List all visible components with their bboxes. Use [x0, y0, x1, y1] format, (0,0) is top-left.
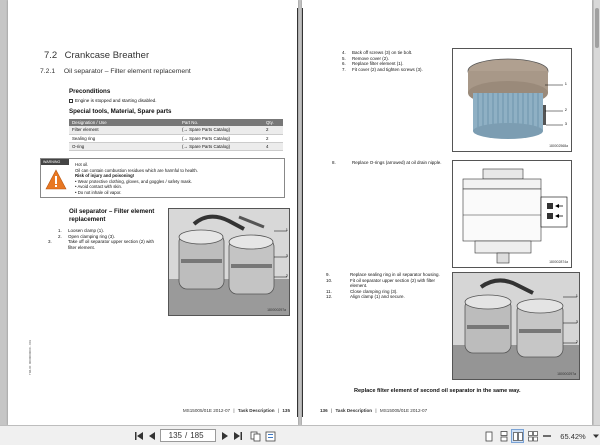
- continuous-page-icon: [499, 431, 509, 442]
- step-text: Align clamp (1) and secure.: [350, 294, 405, 300]
- checkbox-icon: [69, 99, 73, 103]
- warning-triangle-icon: [45, 169, 67, 191]
- figure-callout: 2: [575, 339, 578, 344]
- left-page: [8, 0, 298, 425]
- step-number: 9.: [326, 272, 330, 277]
- table-cell: (→ Spare Parts Catalog): [179, 134, 263, 142]
- figure-callout: 2: [564, 107, 567, 112]
- preconditions-heading: Preconditions: [69, 88, 111, 95]
- table-cell: Filter element: [69, 126, 179, 134]
- figure-id: 180002568a: [549, 144, 568, 148]
- total-pages: 185: [190, 431, 204, 440]
- table-row: [69, 142, 283, 150]
- step-text: Replace sealing ring in oil separator housing.: [350, 272, 440, 277]
- two-page-icon: [513, 431, 523, 442]
- precondition-text: Engine is stopped and starting disabled.: [75, 98, 157, 103]
- section-title: Crankcase Breather: [64, 50, 150, 61]
- oil-drain-nipple-drawing: [452, 160, 572, 268]
- filter-element-illustration: [453, 49, 572, 152]
- step-number: 7.: [342, 66, 346, 72]
- zoom-dropdown-button[interactable]: [592, 429, 600, 443]
- column-header: Part No.: [179, 119, 263, 126]
- figure-callout: 1: [575, 293, 578, 298]
- warning-line: • Do not inhale oil vapor.: [75, 189, 122, 195]
- next-page-icon: [220, 431, 230, 441]
- list-item: [326, 277, 448, 289]
- column-header: Qty.: [263, 119, 283, 126]
- zoom-out-icon: [542, 431, 552, 441]
- current-page-input[interactable]: 135: [168, 431, 182, 440]
- table-row: [69, 134, 283, 142]
- copy-icon: [250, 431, 261, 442]
- zoom-level[interactable]: 65.42%: [560, 431, 586, 441]
- page-border: [302, 8, 303, 417]
- figure-id: 180002874a: [549, 260, 568, 264]
- previous-page-button[interactable]: [146, 429, 158, 443]
- footer-doc-number: MS15005/01E 2012-07: [379, 408, 428, 413]
- page-layout-icon: [265, 431, 276, 442]
- two-page-continuous-view-button[interactable]: [526, 429, 539, 443]
- step-number: 8.: [332, 160, 336, 165]
- table-cell: (→ Spare Parts Catalog): [179, 126, 263, 134]
- warning-line: • Avoid contact with skin.: [75, 184, 123, 190]
- figure-callout: 1: [564, 81, 567, 86]
- step-number: 3.: [48, 239, 52, 245]
- figure-id: 180000297a: [557, 372, 576, 376]
- procedure-steps-a: [342, 50, 452, 72]
- procedure-steps: [48, 228, 158, 250]
- next-page-button[interactable]: [219, 429, 231, 443]
- page-border: [297, 8, 298, 417]
- tools-table: [69, 119, 283, 151]
- subsection-title: Oil separator – Filter element replacement: [63, 68, 191, 75]
- bottom-toolbar: [0, 425, 600, 445]
- page-separator: /: [185, 431, 188, 440]
- column-header: Designation / Use: [69, 119, 179, 126]
- vertical-scrollbar[interactable]: [594, 0, 600, 425]
- step-text: Replace O-rings (arrowed) at oil drain nipple.: [352, 160, 442, 165]
- table-cell: 4: [263, 142, 283, 150]
- step-text: Replace filter element (1).: [352, 61, 404, 67]
- warning-label: WARNING: [41, 159, 69, 165]
- oil-separator-install-illustration: [453, 273, 580, 380]
- single-page-view-button[interactable]: [482, 429, 495, 443]
- continuous-view-button[interactable]: [497, 429, 510, 443]
- step-number: 10.: [326, 277, 333, 283]
- last-page-icon: [233, 431, 243, 441]
- procedure-note: Replace filter element of second oil separator in the same way.: [354, 388, 521, 394]
- step-number: 6.: [342, 61, 346, 67]
- page-number-field[interactable]: [160, 429, 216, 442]
- procedure-steps-b: [332, 160, 447, 166]
- tools-heading: Special tools, Material, Spare parts: [69, 108, 172, 115]
- single-page-icon: [484, 431, 494, 442]
- side-identifier: TIM-ID: 0000000000 - 001: [28, 339, 32, 375]
- figure-callout: 3: [564, 121, 567, 126]
- step-text: Loosen clamp (1).: [68, 228, 105, 233]
- previous-page-icon: [147, 431, 157, 441]
- subsection-heading: [40, 68, 191, 75]
- figure-callout: 3: [285, 253, 288, 258]
- step-text: Take off oil separator upper section (2) with filter element.: [68, 239, 154, 250]
- chevron-down-icon: [593, 433, 599, 439]
- table-cell: (→ Spare Parts Catalog): [179, 142, 263, 150]
- section-number: 7.2: [44, 50, 58, 61]
- footer-doc-number: MS15005/01E 2012-07: [182, 408, 231, 413]
- page-footer: 136 | Task Description | MS15005/01E 2012-07: [320, 408, 428, 413]
- table-cell: Sealing ring: [69, 134, 179, 142]
- figure-callout: 2: [285, 273, 288, 278]
- step-text: Fit cover (2) and tighten screws (3).: [352, 66, 423, 72]
- first-page-icon: [134, 431, 144, 441]
- warning-line: Hot oil.: [75, 162, 89, 167]
- step-text: Open clamping ring (3).: [68, 233, 116, 239]
- procedure-steps-c: [326, 272, 448, 300]
- step-number: 5.: [342, 55, 346, 61]
- footer-page-number: 136: [320, 408, 328, 413]
- table-header-row: [69, 119, 283, 126]
- list-item: [48, 239, 158, 250]
- scrollbar-thumb[interactable]: [595, 8, 599, 48]
- warning-box: [40, 158, 285, 198]
- footer-page-number: 135: [282, 408, 290, 413]
- oil-separator-photo: [168, 208, 290, 316]
- oil-separator-illustration: [169, 209, 290, 316]
- list-item: [326, 294, 448, 300]
- warning-text: [75, 162, 198, 196]
- warning-line: • Wear protective clothing, gloves, and goggles / safety mask.: [75, 178, 193, 184]
- subsection-number: 7.2.1: [40, 68, 56, 75]
- zoom-out-button[interactable]: [541, 429, 553, 443]
- step-number: 12.: [326, 294, 333, 300]
- figure-id: 180000297a: [267, 308, 286, 312]
- figure-callout: 3: [575, 319, 578, 324]
- oil-separator-install-photo: [452, 272, 580, 380]
- list-item: [342, 67, 452, 73]
- step-text: Back off screws (3) on tie bolt.: [352, 50, 413, 55]
- step-number: 11.: [326, 288, 332, 294]
- copy-page-button[interactable]: [248, 429, 262, 443]
- filter-element-photo: [452, 48, 572, 152]
- table-cell: 2: [263, 134, 283, 142]
- procedure-heading: Oil separator – Filter element replacement: [69, 208, 155, 223]
- step-text: Close clamping ring (3).: [350, 288, 398, 294]
- list-item: [332, 160, 447, 166]
- footer-section: Task Description: [335, 408, 373, 413]
- precondition-item: [69, 98, 156, 103]
- step-text: Remove cover (2).: [352, 55, 390, 61]
- warning-line: Risk of injury and poisoning!: [75, 173, 135, 179]
- step-text: Fit oil separator upper section (2) with filter element.: [350, 277, 436, 289]
- right-page: [302, 0, 592, 425]
- figure-callout: 1: [285, 227, 288, 232]
- table-row: [69, 126, 283, 134]
- step-number: 2.: [58, 233, 62, 239]
- page-footer: MS15005/01E 2012-07 | Task Description | 135: [182, 408, 290, 413]
- two-page-continuous-icon: [528, 431, 538, 442]
- table-cell: 2: [263, 126, 283, 134]
- two-page-view-button[interactable]: [511, 429, 524, 443]
- step-number: 1.: [58, 228, 62, 233]
- footer-section: Task Description: [237, 408, 275, 413]
- table-cell: O-ring: [69, 142, 179, 150]
- last-page-button[interactable]: [231, 429, 245, 443]
- page-layout-button[interactable]: [263, 429, 277, 443]
- first-page-button[interactable]: [132, 429, 146, 443]
- section-heading: [44, 50, 149, 61]
- step-number: 4.: [342, 50, 346, 55]
- warning-line: Oil can contain combustion residues which are harmful to health.: [75, 167, 199, 173]
- oil-drain-nipple-illustration: [453, 161, 572, 268]
